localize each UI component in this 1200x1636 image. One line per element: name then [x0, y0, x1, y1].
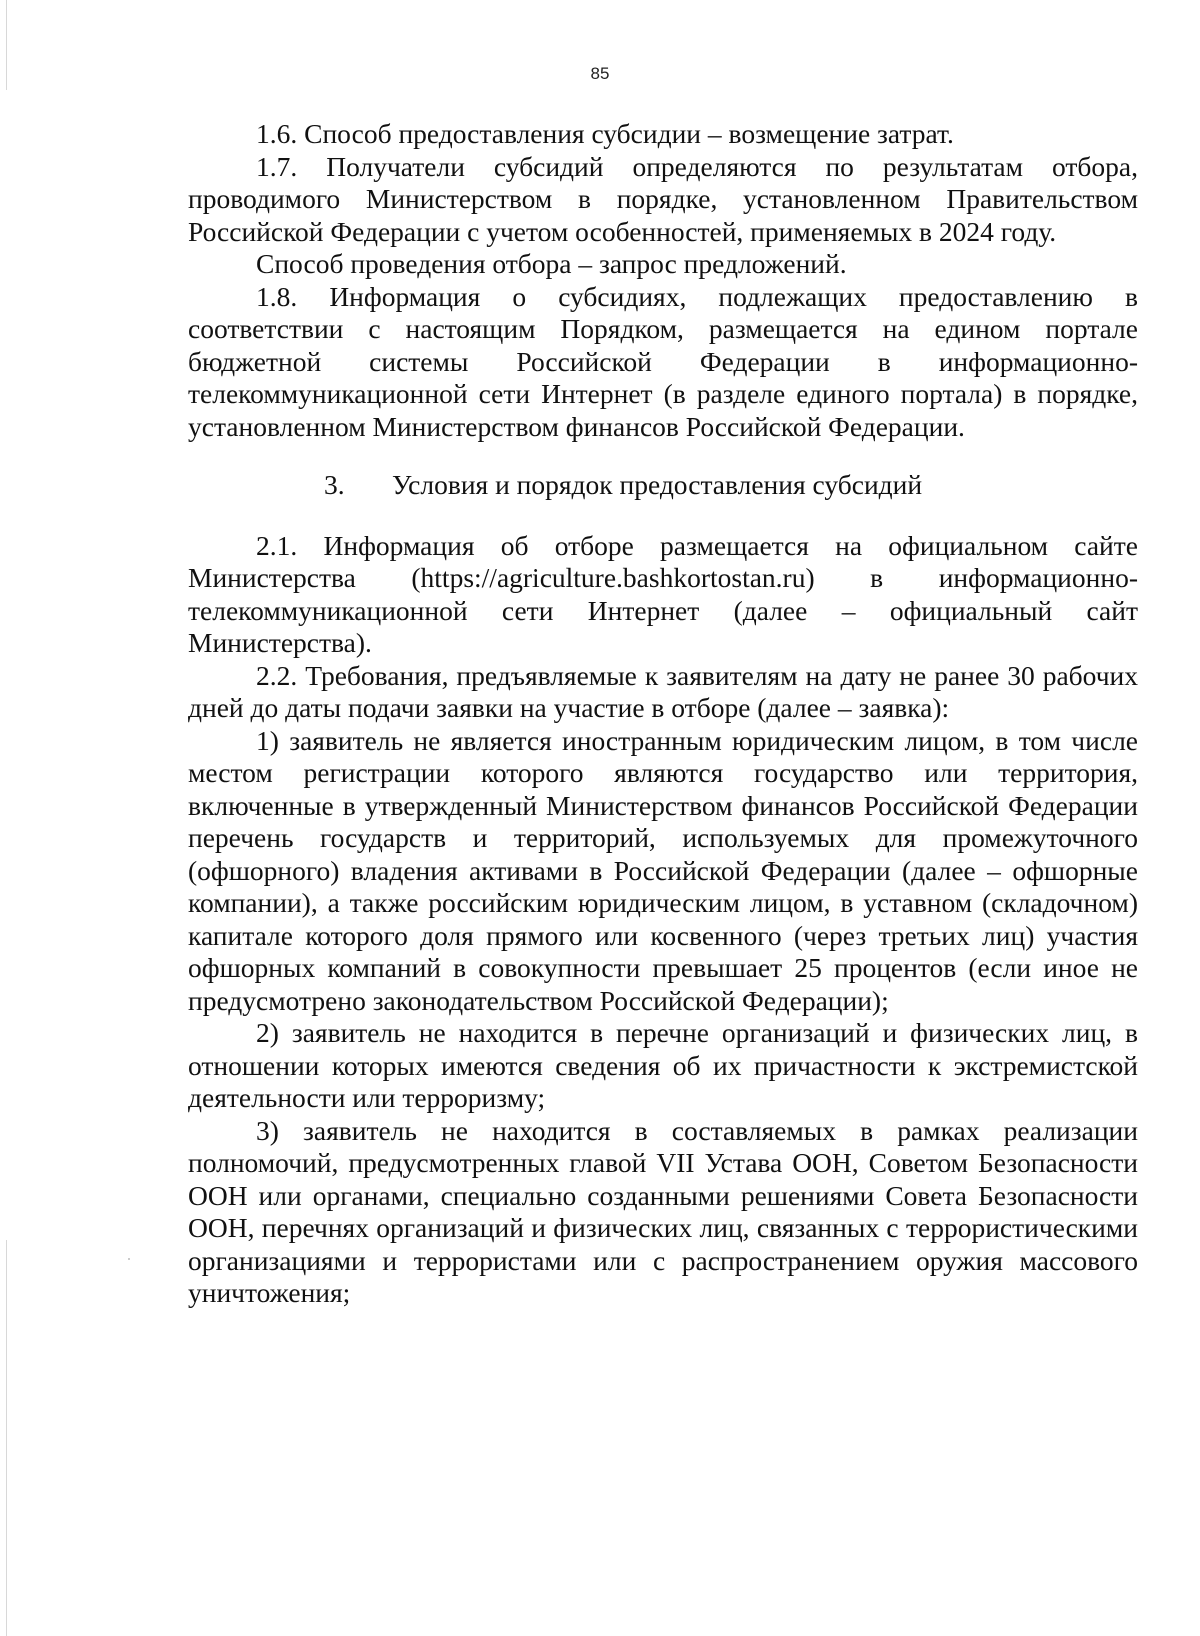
page-number: 85 [590, 64, 610, 83]
scan-speck [128, 1258, 130, 1260]
paragraph-1-8: 1.8. Информация о субсидиях, подлежащих предоставлению в соответствии с настоящим Порядком, размещается на едином портале бюджетной системы Российской Федерации в информационно-телекоммуникационной сети Интернет (в разделе единого портала) в порядке, установленном Министерством финансов Российской Федерации. [188, 280, 1138, 442]
document-body [188, 118, 1138, 1310]
paragraph-selection-method: Способ проведения отбора – запрос предложений. [256, 248, 847, 279]
list-item-2: 2) заявитель не находится в перечне организаций и физических лиц, в отношении которых имеются сведения об их причастности к экстремистской деятельности или терроризму; [188, 1017, 1138, 1113]
paragraph-2-1: 2.1. Информация об отборе размещается на официальном сайте Министерства (https://agriculture.bashkortostan.ru) в информационно-телекоммуникационной сети Интернет (далее – официальный сайт Министерства). [188, 529, 1138, 658]
list-item-1: 1) заявитель не является иностранным юридическим лицом, в том числе местом регистрации которого являются государство или территория, включенные в утвержденный Министерством финансов Российской Федерации перечень государств и территорий, используемых для промежуточного (офшорного) владения активами в Российской Федерации (далее – офшорные компании), а также российским юридическим лицом, в уставном (складочном) капитале которого доля прямого или косвенного (через третьих лиц) участия офшорных компаний в совокупности превышает 25 процентов (если иное не предусмотрено законодательством Российской Федерации); [188, 724, 1138, 1016]
paragraph-1-6: 1.6. Способ предоставления субсидии – возмещение затрат. [256, 118, 954, 149]
paragraph-1-7: 1.7. Получатели субсидий определяются по результатам отбора, проводимого Министерством в порядке, установленном Правительством Российской Федерации с учетом особенностей, применяемых в 2024 году. [188, 150, 1138, 247]
list-item-3: 3) заявитель не находится в составляемых в рамках реализации полномочий, предусмотренных главой VII Устава ООН, Советом Безопасности ООН или органами, специально созданными решениями Совета Безопасности ООН, перечнях организаций и физических лиц, связанных с террористическими организациями и террористами или с распространением оружия массового уничтожения; [188, 1114, 1138, 1308]
paragraph-2-2: 2.2. Требования, предъявляемые к заявителям на дату не ранее 30 рабочих дней до даты подачи заявки на участие в отборе (далее – заявка): [188, 659, 1138, 723]
section-heading-number: 3. [324, 469, 345, 500]
section-heading [188, 469, 1138, 502]
scan-edge-line-bottom [6, 1240, 7, 1636]
section-heading-title: Условия и порядок предоставления субсидий [392, 469, 923, 500]
